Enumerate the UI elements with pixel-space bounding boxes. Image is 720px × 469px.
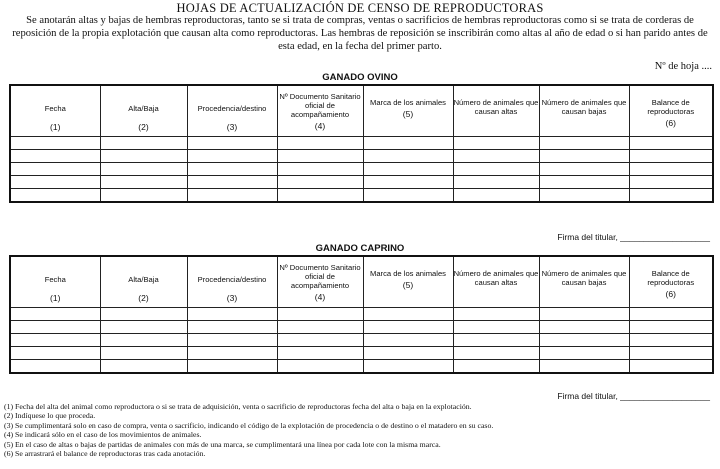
footnote: (3) Se cumplimentará solo en caso de compra, venta o sacrificio, indicando el código de la explotación de procedencia o de destino o el matadero en su caso. <box>4 420 494 430</box>
col-header-balance: Balance de reproductoras (6) <box>629 256 713 308</box>
section-title-caprino: GANADO CAPRINO <box>315 243 405 254</box>
sheet-number[interactable]: Nº de hoja .... <box>654 61 712 72</box>
col-header-altas: Número de animales que causan altas <box>453 85 539 137</box>
col-header-documento: Nº Documento Sanitario oficial de acompañamiento (4) <box>277 256 363 308</box>
signature-line-caprino[interactable]: Firma del titular, ___________________ <box>557 391 710 401</box>
col-header-marca: Marca de los animales (5) <box>363 85 453 137</box>
table-header-row <box>10 256 713 308</box>
table-row[interactable] <box>10 308 713 321</box>
table-row[interactable] <box>10 347 713 360</box>
table-row[interactable] <box>10 176 713 189</box>
intro-paragraph: Se anotarán altas y bajas de hembras reproductoras, tanto se si trata de compras, ventas o sacrificios de hembras reproductoras como si se trata de corderas de reposición de la propia explotación que causan alta como reproductoras. Las hembras de reposición se inscribirán como altas al año de edad o si han parido antes de esta edad, en la fecha del primer parto. <box>12 15 708 52</box>
col-header-fecha: Fecha (1) <box>10 85 100 137</box>
table-row[interactable] <box>10 150 713 163</box>
section-title-ovino: GANADO OVINO <box>322 72 398 83</box>
col-header-alta-baja: Alta/Baja (2) <box>100 256 187 308</box>
page-title: HOJAS DE ACTUALIZACIÓN DE CENSO DE REPRODUCTORAS <box>176 1 544 15</box>
footnote: (4) Se indicará sólo en el caso de los movimientos de animales. <box>4 430 202 440</box>
ovino-table <box>9 84 714 203</box>
table-header-row <box>10 85 713 137</box>
col-header-alta-baja: Alta/Baja (2) <box>100 85 187 137</box>
table-row[interactable] <box>10 189 713 203</box>
table-row[interactable] <box>10 360 713 374</box>
col-header-marca: Marca de los animales (5) <box>363 256 453 308</box>
table-row[interactable] <box>10 334 713 347</box>
table-row[interactable] <box>10 321 713 334</box>
table-row[interactable] <box>10 163 713 176</box>
col-header-procedencia: Procedencia/destino (3) <box>187 85 277 137</box>
footnote: (5) En el caso de altas o bajas de partidas de animales con más de una marca, se cumplimentará una línea por cada lote con la misma marca. <box>4 439 441 449</box>
col-header-bajas: Número de animales que causan bajas <box>539 85 629 137</box>
col-header-fecha: Fecha (1) <box>10 256 100 308</box>
col-header-documento: Nº Documento Sanitario oficial de acompañamiento (4) <box>277 85 363 137</box>
col-header-balance: Balance de reproductoras (6) <box>629 85 713 137</box>
signature-line-ovino[interactable]: Firma del titular, ___________________ <box>557 232 710 242</box>
footnote: (1) Fecha del alta del animal como reproductora o si se trata de adquisición, venta o sacrificio de reproductoras fecha del alta o baja en la explotación. <box>4 402 472 411</box>
table-row[interactable] <box>10 137 713 150</box>
col-header-altas: Número de animales que causan altas <box>453 256 539 308</box>
col-header-bajas: Número de animales que causan bajas <box>539 256 629 308</box>
footnote: (2) Indíquese lo que proceda. <box>4 411 96 421</box>
caprino-table <box>9 255 714 374</box>
footnote: (6) Se arrastrará el balance de reproductoras tras cada anotación. <box>4 449 206 459</box>
col-header-procedencia: Procedencia/destino (3) <box>187 256 277 308</box>
footnotes <box>4 402 716 458</box>
